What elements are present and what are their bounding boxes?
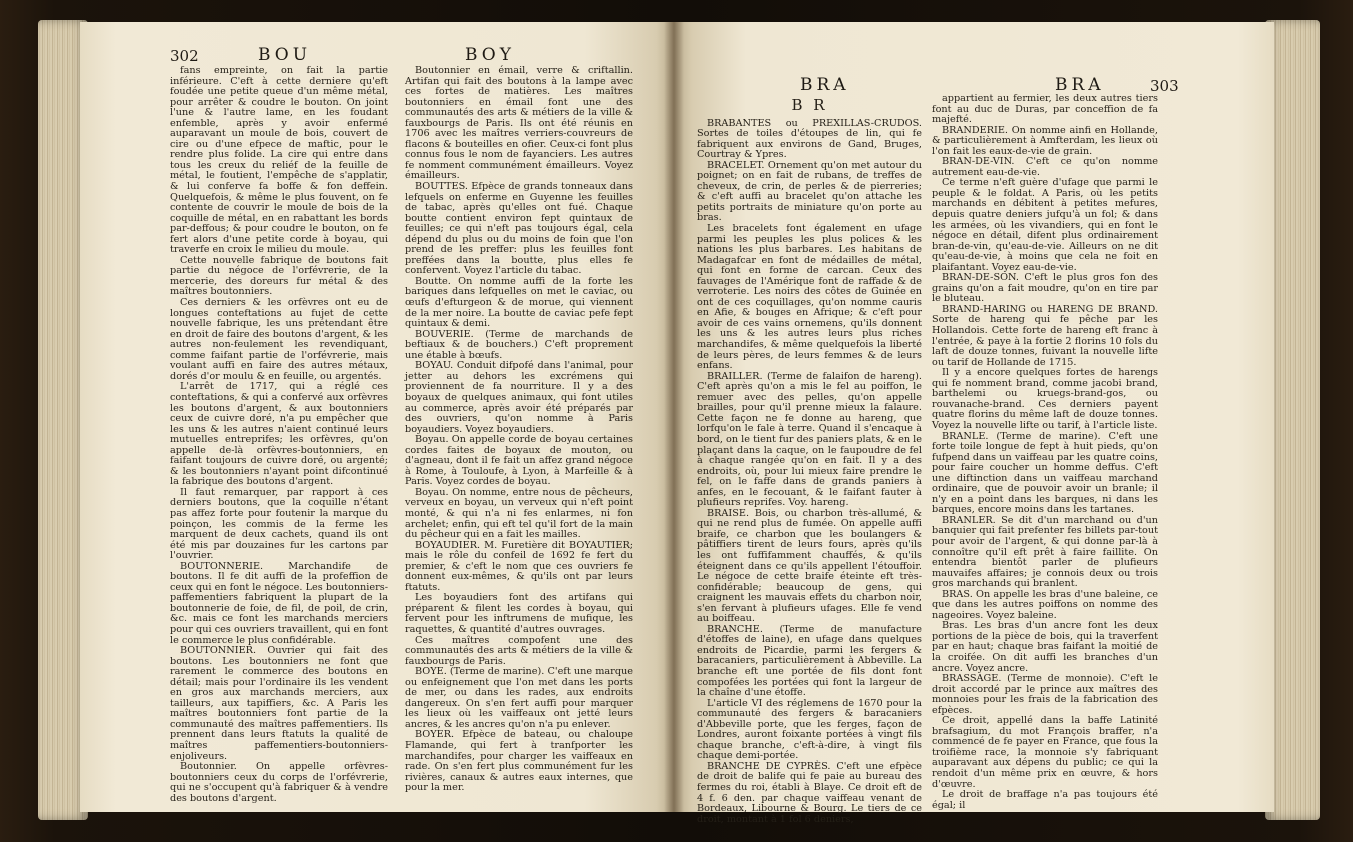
paragraph: BRAND-HARING ou HARENG DE BRAND. Sorte de hareng qui fe pêche par les Hollandois. Cette forte de hareng eft franc à l'entrée, & paye à la fortie 2 florins 10 fols du laft de douze tonnes, fuivant la nouvelle lifte ou tarif de Hollande de 1715. <box>932 303 1158 368</box>
paragraph: L'article VI des réglemens de 1670 pour la communauté des fergers & baracaniers d'Abbeville porte, que les ferges, façon de Londres, auront foixante portées à vingt fils chaque branche, c'eft-à-dire, à vingt fils chaque demi-portée. <box>697 697 922 762</box>
page-number-left: 302 <box>170 47 199 65</box>
paragraph: appartient au fermier, les deux autres tiers font au duc de Duras, par conceffion de fa majefté. <box>932 93 1158 126</box>
running-head-left-2: BOY <box>465 45 515 65</box>
paragraph: BOUTONNIER. Ouvrier qui fait des boutons. Les boutonniers ne font que rarement le commerce des boutons en détail; mais pour l'ordinaire ils les vendent en gros aux marchands merciers, aux tailleurs, aux tapiffiers, &c. A Paris les maîtres boutonniers font partie de la communauté des maîtres paffementiers. Ils prennent dans leurs ftatuts la qualité de maîtres paffementiers-boutonniers-enjoliveurs. <box>170 645 388 762</box>
left-page-column-2 <box>405 66 633 801</box>
paragraph: BOYAU. Conduit difpofé dans l'animal, pour jetter au dehors les excrémens qui proviennent de fa nourriture. Il y a des boyaux de quelques animaux, qui font utiles au commerce, après avoir été préparés par des ouvriers, qu'on nomme à Paris boyaudiers. Voyez boyaudiers. <box>405 360 633 435</box>
paragraph: Cette nouvelle fabrique de boutons fait partie du négoce de l'orfévrerie, de la mercerie, des doreurs fur métal & des maîtres boutonniers. <box>170 254 388 298</box>
paragraph: Boutte. On nomme auffi de la forte les bariques dans lefquelles on met le caviac, ou œufs d'efturgeon & de morue, qui viennent de la mer noire. La boutte de caviac pefe fept quintaux & demi. <box>405 275 633 330</box>
paragraph: Boyau. On nomme, entre nous de pêcheurs, verveux en boyau, un verveux qui n'eft point monté, & qui n'a ni fes enlarmes, ni fon archelet; enfin, qui eft tel qu'il fort de la main du pêcheur qui en a fait les mailles. <box>405 486 633 541</box>
left-page-column-1 <box>170 65 388 804</box>
section-heading: B R <box>791 96 828 114</box>
paragraph: Ce terme n'eft guère d'ufage que parmi le peuple & le foldat. A Paris, où les petits marchands en débitent à petites mefures, depuis quatre deniers jufqu'à un fol; & dans les armées, où les vivandiers, qui en font le négoce en détail, difent plus ordinairement bran-de-vin, qu'eau-de-vie. Ailleurs on ne dit qu'eau-de-vie, à moins que cela ne foit en plaifantant. Voyez eau-de-vie. <box>932 177 1158 273</box>
paragraph: BOYE. (Terme de marine). C'eft une marque ou enfeignement que l'on met dans les ports de mer, ou dans les rades, aux endroits dangereux. On s'en fert auffi pour marquer les lieux où les vaiffeaux ont jetté leurs ancres, & les ancres qu'on n'a pu enlever. <box>405 666 633 730</box>
paragraph: BOUTONNERIE. Marchandife de boutons. Il fe dit auffi de la profeffion de ceux qui en font le négoce. Les boutonniers-paffementiers fabriquent la plupart de la boutonnerie de foie, de fil, de poil, de crin, &c. mais ce font les marchands merciers pour qui ces ouvriers travaillent, qui en font le commerce le plus confidérable. <box>170 560 388 646</box>
paragraph: BRAN-DE-SON. C'eft le plus gros fon des grains qu'on a fait moudre, qu'on en tire par le bluteau. <box>932 272 1158 305</box>
paragraph: BOYER. Efpèce de bateau, ou chaloupe Flamande, qui fert à tranfporter les marchandifes, pour charger les vaiffeaux en rade. On s'en fert plus communément fur les rivières, canaux & autres eaux internes, que pour la mer. <box>405 729 633 794</box>
paragraph: Les bracelets font également en ufage parmi les peuples les plus polices & les nations les plus barbares. Les habitans de Madagafcar en font de médailles de métal, qui font en forme de carcan. Ceux des fauvages de l'Amérique font de raffade & de verroterie. Les noirs des côtes de Guinée en ont de ces coquillages, qu'on nomme cauris en Afie, & bouges en Afrique; & c'eft pour avoir de ces vains ornemens, qu'ils donnent les uns & les autres leurs plus riches marchandifes, & même quelquefois la liberté de leurs pères, de leurs femmes & de leurs enfans. <box>697 223 922 372</box>
page-number-right: 303 <box>1150 77 1179 95</box>
paragraph: Ces maîtres compofent une des communautés des arts & métiers de la ville & fauxbourgs de Paris. <box>405 634 633 667</box>
paragraph: Ces derniers & les orfèvres ont eu de longues conteftations au fujet de cette nouvelle fabrique, les uns prétendant être en droit de faire des boutons d'argent, & les autres non-feulement les revendiquant, comme faifant partie de l'orfévrerie, mais voulant auffi en faire des autres métaux, dorés d'or moulu & en feuille, ou argentés. <box>170 297 388 382</box>
paragraph: L'arrêt de 1717, qui a réglé ces conteftations, & qui a confervé aux orfèvres les boutons d'argent, & aux boutonniers ceux de cuivre doré, n'a pu empêcher que les uns & les autres n'aient continué leurs mutuelles entreprifes; les orfèvres, qu'on appelle de-là orfèvres-boutonniers, en faifant toujours de cuivre doré, ou argenté; & les boutonniers n'ayant point difcontinué la fabrique des boutons d'argent. <box>170 381 388 488</box>
paragraph: Boutonnier. On appelle orfèvres-boutonniers ceux du corps de l'orfévrerie, qui ne s'occupent qu'à fabriquer & à vendre des boutons d'argent. <box>170 761 388 804</box>
paragraph: BRAILLER. (Terme de falaifon de hareng). C'eft après qu'on a mis le fel au poiffon, le remuer avec des pelles, qu'on appelle brailles, pour qu'il prenne mieux la falaure. Cette façon ne fe donne au hareng, que lorfqu'on le fale à terre. Quand il s'encaque à bord, on le tient fur des paniers plats, & en le plaçant dans la caque, on le faupoudre de fel à chaque rangée qu'on en fait. Il y a des endroits, où, pour lui mieux faire prendre le fel, on le faffe dans de grands paniers à anfes, en le fecouant, & le faifant fauter à plufieurs reprifes. Voy. hareng. <box>697 370 922 509</box>
paragraph: BRABANTES ou PREXILLAS-CRUDOS. Sortes de toiles d'étoupes de lin, qui fe fabriquent aux environs de Gand, Bruges, Courtray & Ypres. <box>697 117 922 161</box>
paragraph: BRANCHE DE CYPRÈS. C'eft une efpèce de droit de balife qui fe paie au bureau des fermes du roi, établi à Blaye. Ce droit eft de 4 f. 6 den. par chaque vaiffeau venant de Bordeaux, Libourne & Bourg. Le tiers de ce droit, montant à 1 fol 6 deniers, <box>697 760 922 825</box>
paragraph: BRACELET. Ornement qu'on met autour du poignet; on en fait de rubans, de treffes de cheveux, de crin, de perles & de pierreries; & c'eft auffi au bracelet qu'on attache les petits portraits de miniature qu'on porte au bras. <box>697 159 922 224</box>
book-gutter <box>664 22 684 812</box>
paragraph: BRASSAGE. (Terme de monnoie). C'eft le droit accordé par le prince aux maîtres des monnoies pour les frais de la fabrication des efpèces. <box>932 673 1158 716</box>
paragraph: BRANLE. (Terme de marine). C'eft une forte toile longue de fept à huit pieds, qu'on fufpend dans un vaiffeau par les quatre coins, pour faire coucher un homme deffus. C'eft une diftinction dans un vaiffeau marchand ordinaire, que de pouvoir avoir un branle; il n'y en a point dans les barques, ni dans les barques, encore moins dans les tartanes. <box>932 430 1158 516</box>
paragraph: BOUTTES. Efpèce de grands tonneaux dans lefquels on enferme en Guyenne les feuilles de tabac, après qu'elles ont fué. Chaque boutte contient environ fept quintaux de feuilles; ce qui n'eft pas toujours égal, cela dépend du plus ou du moins de foin que l'on prend de les preffer: plus les feuilles font preffées dans la boutte, plus elles fe confervent. Voyez l'article du tabac. <box>405 181 633 277</box>
paragraph: Le droit de braffage n'a pas toujours été égal; il <box>932 789 1158 811</box>
paragraph: BRAS. On appelle les bras d'une baleine, ce que dans les autres poiffons on nomme des nageoires. Voyez baleine. <box>932 588 1158 621</box>
paragraph: Il faut remarquer, par rapport à ces derniers boutons, que la coquille n'étant pas affez forte pour foutenir la marque du poinçon, les commis de la ferme les marquent de deux cachets, quand ils ont été mis par douzaines fur les cartons par l'ouvrier. <box>170 486 388 562</box>
paragraph: BRANLER. Se dit d'un marchand ou d'un banquier qui fait prefenter fes billets par-tout pour avoir de l'argent, & qui donne par-là à connoître qu'il eft prêt à faire faillite. On entendra bientôt parler de plufieurs mauvaifes affaires; je connois deux ou trois gros marchands qui branlent. <box>932 514 1158 590</box>
paragraph: Boyau. On appelle corde de boyau certaines cordes faites de boyaux de mouton, ou d'agneau, dont il fe fait un affez grand négoce à Rome, à Touloufe, à Lyon, à Marfeille & à Paris. Voyez cordes de boyau. <box>405 434 633 488</box>
paragraph: Il y a encore quelques fortes de harengs qui fe nomment brand, comme jacobi brand, barthelemi ou kruegs-brand-gos, ou rouvanache-brand. Ces derniers payent quatre florins du même laft de douze tonnes. Voyez la nouvelle lifte ou tarif, à l'article liste. <box>932 367 1158 431</box>
right-page-column-1 <box>697 96 922 825</box>
paragraph: BOUVERIE. (Terme de marchands de beftiaux & de bouchers.) C'eft proprement une étable à bœufs. <box>405 328 633 361</box>
paragraph: Bras. Les bras d'un ancre font les deux portions de la pièce de bois, qui la traverfent par en haut; chaque bras faifant la moitié de la croifée. On dit auffi les branches d'un ancre. Voyez ancre. <box>932 620 1158 674</box>
paragraph: BRAISE. Bois, ou charbon très-allumé, & qui ne rend plus de fumée. On appelle auffi braife, ce charbon que les boulangers & pâtiffiers tirent de leurs fours, après qu'ils les ont fuffifamment chauffés, & qu'ils éteignent dans ce qu'ils appellent l'étouffoir. Le négoce de cette braife éteinte eft très-confidérable; beaucoup de gens, qui craignent les mauvais effets du charbon noir, s'en fervant à plufieurs ufages. Elle fe vend au boiffeau. <box>697 507 922 625</box>
paragraph: Ce droit, appellé dans la baffe Latinité brafsagium, du mot François braffer, n'a commencé de fe payer en France, que fous la troifième race, la monnoie s'y fabriquant auparavant aux dépens du public; ce qui la rendoit d'un même prix en œuvre, & hors d'œuvre. <box>932 715 1158 790</box>
paragraph: BRANDERIE. On nomme ainfi en Hollande, & particulièrement à Amfterdam, les lieux où l'on fait les eaux-de-vie de grain. <box>932 124 1158 157</box>
paragraph: BRAN-DE-VIN. C'eft ce qu'on nomme autrement eau-de-vie. <box>932 156 1158 178</box>
paragraph: Boutonnier en émail, verre & criftallin. Artifan qui fait des boutons à la lampe avec ces fortes de matières. Les maîtres boutonniers en émail font une des communautés des arts & métiers de la ville & fauxbourgs de Paris. Ils ont été réunis en 1706 avec les maîtres verriers-couvreurs de flacons & bouteilles en ofier. Ceux-ci font plus connus fous le nom de fayanciers. Les autres fe nomment communément émailleurs. Voyez émailleurs. <box>405 65 633 182</box>
paragraph: Les boyaudiers font des artifans qui préparent & filent les cordes à boyau, qui fervent pour les inftrumens de mufique, les raquettes, & quantité d'autres ouvrages. <box>405 592 633 635</box>
paragraph: BOYAUDIER. M. Furetière dit BOYAUTIER; mais le rôle du confeil de 1692 fe fert du premier, & c'eft le nom que ces ouvriers fe donnent eux-mêmes, & qu'ils ont par leurs ftatuts. <box>405 539 633 593</box>
paragraph: BRANCHE. (Terme de manufacture d'étoffes de laine), en ufage dans quelques endroits de Picardie, parmi les fergers & baracaniers, particulièrement à Abbeville. La branche eft une portée de fils dont font compofées les portées qui font la largeur de la chaîne d'une étoffe. <box>697 623 922 699</box>
running-head-right-2: BRA <box>1055 75 1105 95</box>
running-head-left: BOU <box>258 45 312 65</box>
running-head-right: BRA <box>800 75 850 95</box>
paragraph: fans empreinte, on fait la partie inférieure. C'eft à cette derniere qu'eft foudée une petite queue d'un même métal, pour arrêter & coudre le bouton. On joint l'une & l'autre lame, en les foudant enfemble, après y avoir enfermé auparavant un moule de bois, couvert de cire ou d'une efpece de maftic, pour le rendre plus folide. La cire qui entre dans tous les creux du reliéf de la feuille de métal, le foutient, l'empêche de s'applatir, & lui conferve fa boffe & fon deffein. Quelquefois, & même le plus fouvent, on fe contente de couvrir le moule de bois de la coquille de métal, en en rabattant les bords par-deffous; & pour coudre le bouton, on fe fert alors d'une petite corde à boyau, qui traverfe en croix le milieu du moule. <box>170 65 388 256</box>
right-page-column-2 <box>932 93 1158 811</box>
